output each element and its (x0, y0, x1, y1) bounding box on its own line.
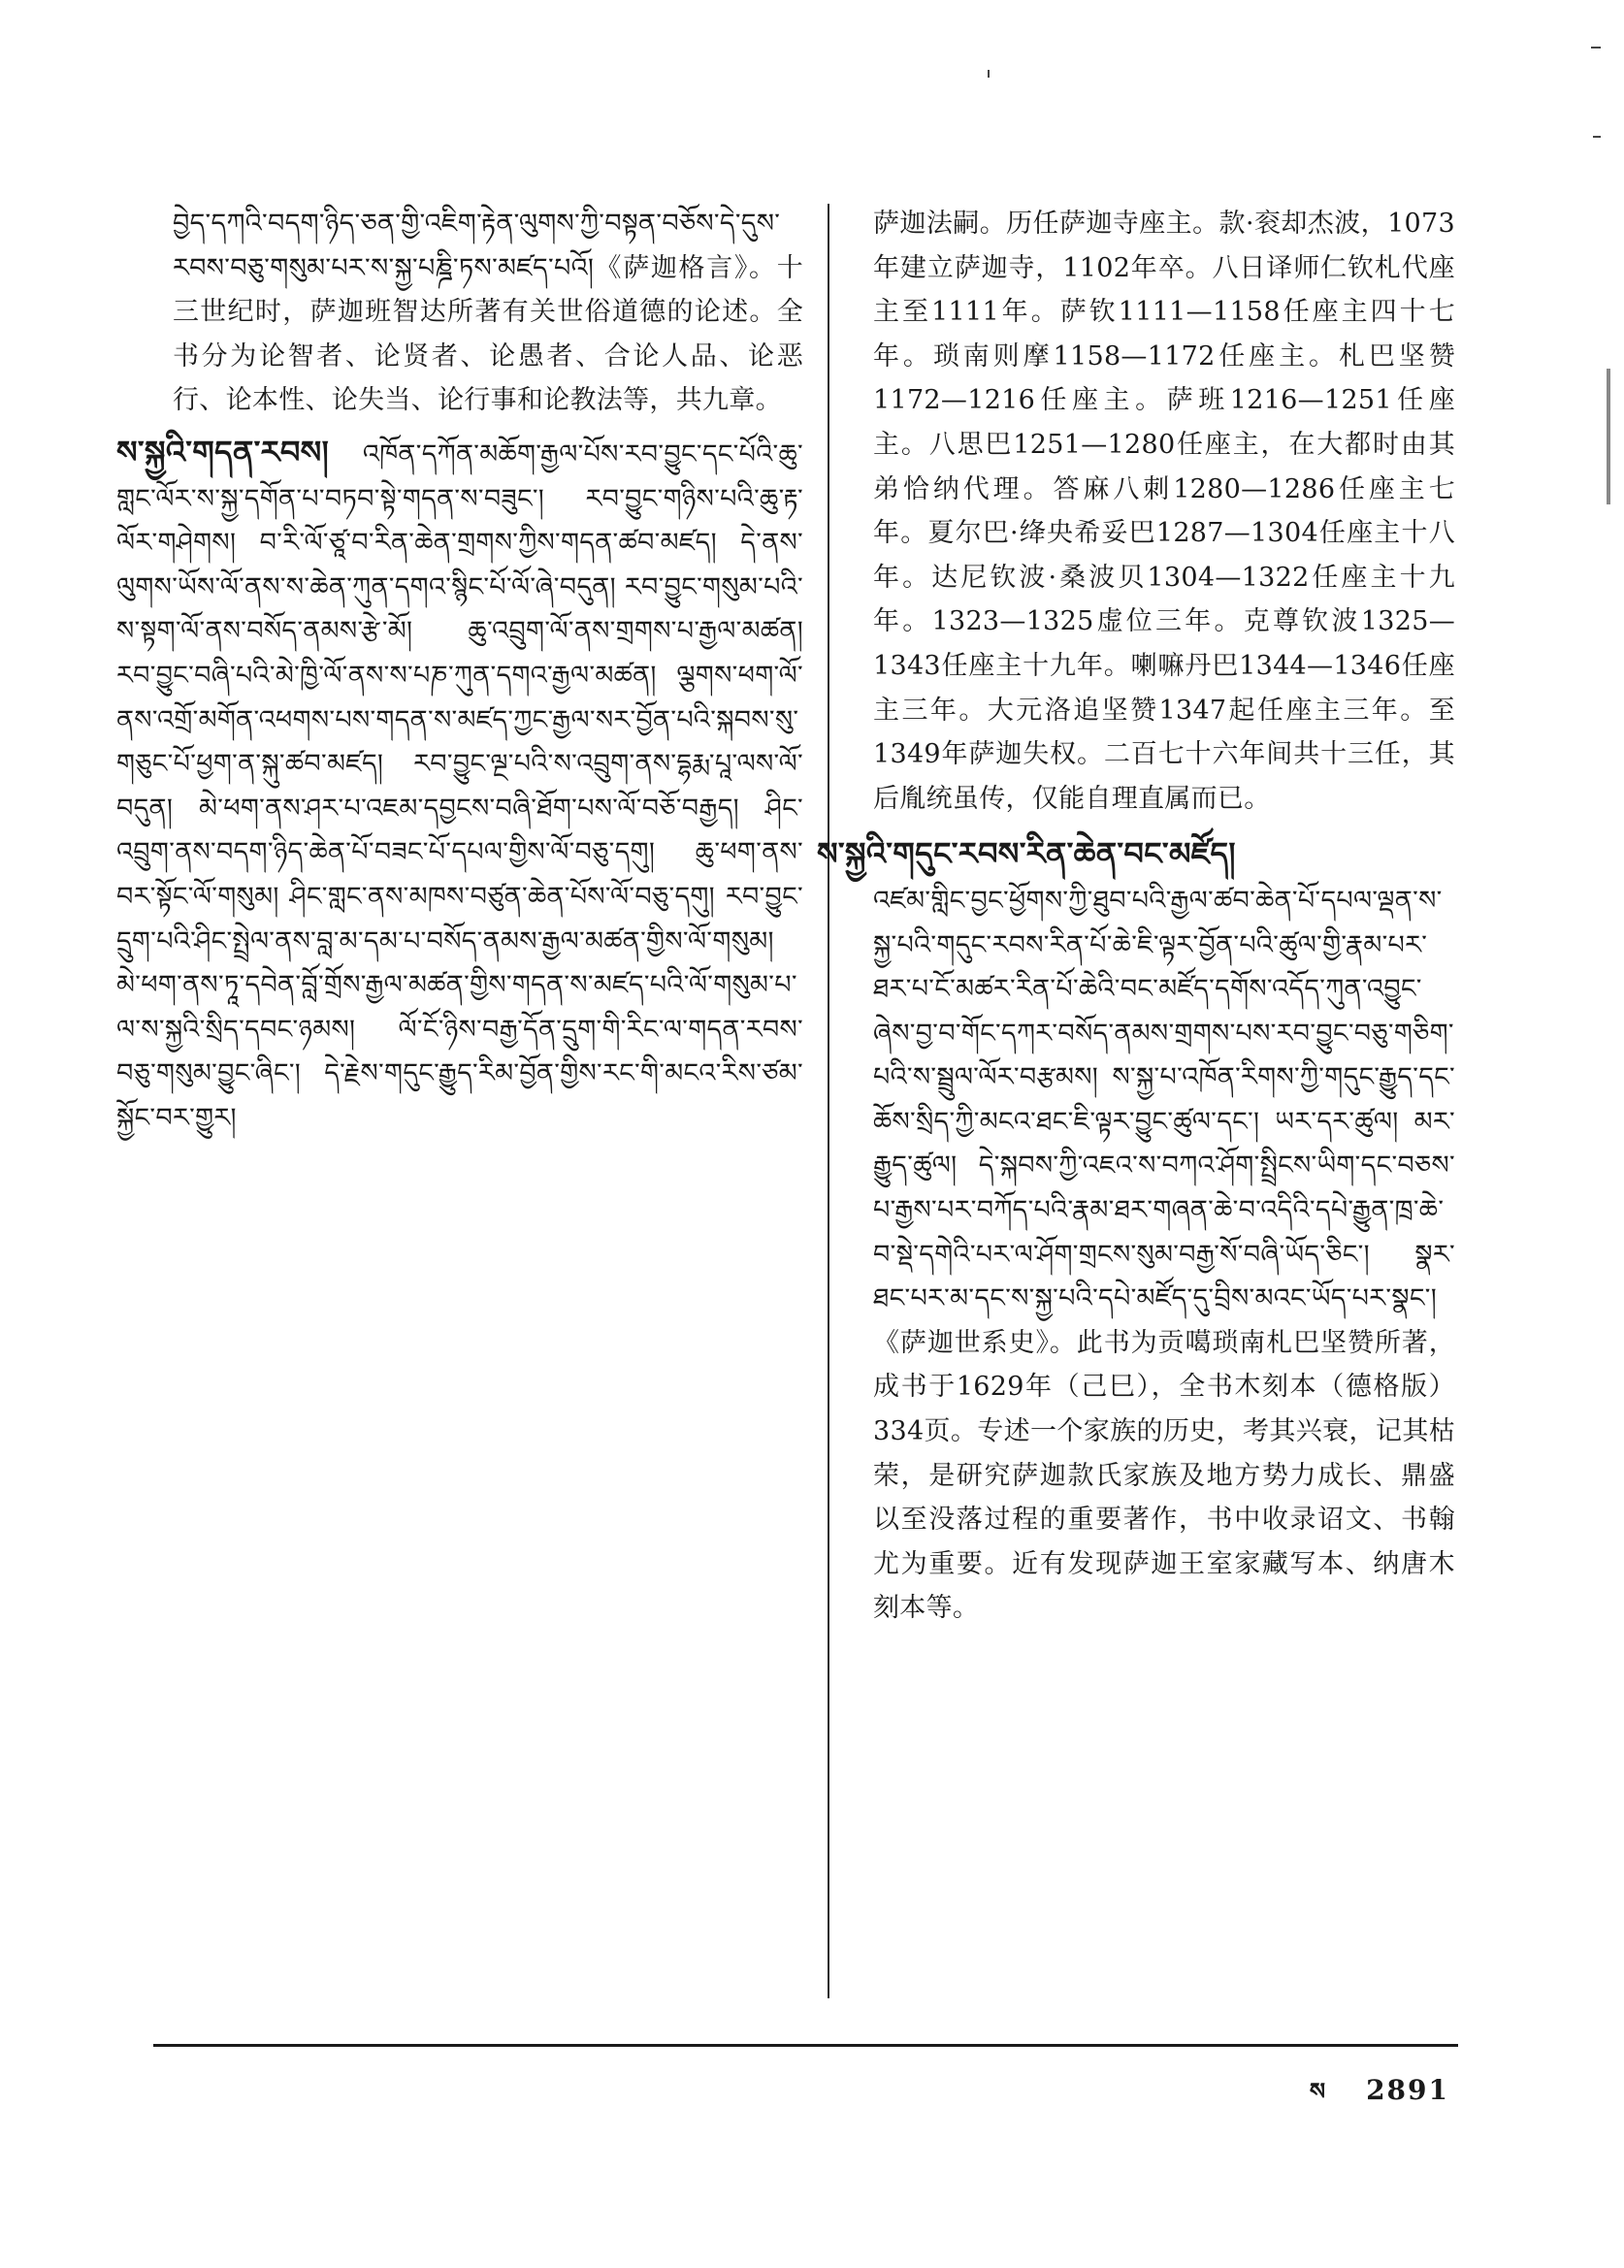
chinese-definition: 《萨迦世系史》。此书为贡噶琐南札巴坚赞所著，成书于1629年（己巳），全书木刻本（德格版）334页。专述一个家族的历史，考其兴衰，记其枯荣，是研究萨迦款氏家族及地方势力成长、鼎盛以至没落过程的重要著作，书中收录诏文、书翰尤为重要。近有发现萨迦王室家藏写本、纳唐木刻本等。 (873, 1327, 1455, 1624)
headword: ས་སྐྱའི་གདུང་རབས་རིན་ཆེན་བང་མཛོད། (817, 835, 1236, 873)
section-letter: ས (1309, 2077, 1328, 2105)
page-number: 2891 (1366, 2074, 1449, 2106)
entry-sakya-legshe-continued (173, 202, 803, 423)
headword: ས་སྐྱའི་གདན་རབས། (116, 433, 329, 470)
scan-margin-mark (1607, 369, 1610, 504)
tibetan-definition: འཁོན་དཀོན་མཆོག་རྒྱལ་པོས་རབ་བྱུང་དང་པོའི་ཆུ་གླང་ལོར་ས་སྐྱ་དགོན་པ་བཏབ་སྟེ་གདན་ས་བཟུང་། རབ་བྱུང་གཉིས་པའི་ཆུ་རྟ་ལོར་གཤེགས། བ་རི་ལོ་ཙཱ་བ་རིན་ཆེན་གྲགས་ཀྱིས་གདན་ཚབ་མཛད། དེ་ནས་ལུགས་ཡོས་ལོ་ནས་ས་ཆེན་ཀུན་དགའ་སྙིང་པོ་ལོ་ཞེ་བདུན། རབ་བྱུང་གསུམ་པའི་ས་སྟག་ལོ་ནས་བསོད་ནམས་རྩེ་མོ། ཆུ་འབྲུག་ལོ་ནས་གྲགས་པ་རྒྱལ་མཚན། རབ་བྱུང་བཞི་པའི་མེ་ཁྱི་ལོ་ནས་ས་པཎ་ཀུན་དགའ་རྒྱལ་མཚན། ལྕགས་ཕག་ལོ་ནས་འགྲོ་མགོན་འཕགས་པས་གདན་ས་མཛད་ཀྱང་རྒྱལ་སར་བྱོན་པའི་སྐབས་སུ་གཅུང་པོ་ཕྱག་ན་སྐུ་ཚབ་མཛད། རབ་བྱུང་ལྔ་པའི་ས་འབྲུག་ནས་དྷརྨ་པཱ་ལས་ལོ་བདུན། མེ་ཕག་ནས་ཤར་པ་འཇམ་དབྱངས་བཞི་ཐོག་པས་ལོ་བཅོ་བརྒྱད། ཤིང་འབྲུག་ནས་བདག་ཉིད་ཆེན་པོ་བཟང་པོ་དཔལ་གྱིས་ལོ་བཅུ་དགུ། ཆུ་ཕག་ནས་བར་སྟོང་ལོ་གསུམ། ཤིང་གླང་ནས་མཁས་བཙུན་ཆེན་པོས་ལོ་བཅུ་དགུ། རབ་བྱུང་དྲུག་པའི་ཤིང་སྤྲེལ་ནས་བླ་མ་དམ་པ་བསོད་ནམས་རྒྱལ་མཚན་གྱིས་ལོ་གསུམ། མེ་ཕག་ནས་ཏཱ་དབེན་བློ་གྲོས་རྒྱལ་མཚན་གྱིས་གདན་ས་མཛད་པའི་ལོ་གསུམ་པ་ལ་ས་སྐྱའི་སྲིད་དབང་ཉམས། ལོ་ངོ་ཉིས་བརྒྱ་དོན་དྲུག་གི་རིང་ལ་གདན་རབས་བཅུ་གསུམ་བྱུང་ཞིང་། དེ་རྗེས་གདུང་རྒྱུད་རིམ་བྱོན་གྱིས་རང་གི་མངའ་རིས་ཙམ་སྐྱོང་བར་གྱུར། (116, 438, 803, 1133)
entry-body (873, 879, 1455, 1321)
scan-speck (988, 70, 990, 78)
page-footer (1310, 2066, 1449, 2131)
footer-rule (153, 2044, 1458, 2047)
left-column (116, 202, 803, 1140)
entry-sakya-dungrab (817, 832, 1455, 1631)
entry-sakya-dansrab (116, 431, 803, 1141)
tibetan-definition: བྱེད་དཀའི་བདག་ཉིད་ཅན་གྱི་འཇིག་རྟེན་ལུགས་ཀྱི་བསྟན་བཅོས་དེ་དུས་རབས་བཅུ་གསུམ་པར་ས་སྐྱ་པཎྜི་ཏས་མཛད་པའོ། (173, 209, 781, 283)
chinese-definition: 萨迦法嗣。历任萨迦寺座主。款·衮却杰波，1073年建立萨迦寺，1102年卒。八日译师仁钦札代座主至1111年。萨钦1111—1158任座主四十七年。琐南则摩1158—1172任座主。札巴坚赞1172—1216任座主。萨班1216—1251任座主。八思巴1251—1280任座主，在大都时由其弟恰纳代理。答麻八刺1280—1286任座主七年。夏尔巴·绛央希妥巴1287—1304任座主十八年。达尼钦波·桑波贝1304—1322任座主十九年。1323—1325虚位三年。克尊钦波1325—1343任座主十九年。喇嘛丹巴1344—1346任座主三年。大元洛追坚赞1347起任座主三年。至1349年萨迦失权。二百七十六年间共十三任，其后胤统虽传，仅能自理直属而已。 (873, 209, 1455, 814)
scan-speck (1593, 136, 1601, 138)
scan-speck (1591, 47, 1601, 49)
column-divider (828, 204, 829, 1998)
entry-body (116, 431, 803, 1141)
headword-line (817, 832, 1455, 879)
right-column (817, 202, 1455, 1631)
chinese-definition: 《萨迦格言》。十三世纪时，萨迦班智达所著有关世俗道德的论述。全书分为论智者、论贤者、论愚者、合论人品、论恶行、论本性、论失当、论行事和论教法等，共九章。 (173, 252, 803, 416)
tibetan-definition: འཛམ་གླིང་བྱང་ཕྱོགས་ཀྱི་ཐུབ་པའི་རྒྱལ་ཚབ་ཆེན་པོ་དཔལ་ལྡན་ས་སྐྱ་པའི་གདུང་རབས་རིན་པོ་ཆེ་ཇི་ལྟར་བྱོན་པའི་ཚུལ་གྱི་རྣམ་པར་ཐར་པ་ངོ་མཚར་རིན་པོ་ཆེའི་བང་མཛོད་དགོས་འདོད་ཀུན་འབྱུང་ཞེས་བྱ་བ་གོང་དཀར་བསོད་ནམས་གྲགས་པས་རབ་བྱུང་བཅུ་གཅིག་པའི་ས་སྦྲུལ་ལོར་བརྩམས། ས་སྐྱ་པ་འཁོན་རིགས་ཀྱི་གདུང་རྒྱུད་དང་ཆོས་སྲིད་ཀྱི་མངའ་ཐང་ཇི་ལྟར་བྱུང་ཚུལ་དང་། ཡར་དར་ཚུལ། མར་རྒྱུད་ཚུལ། དེ་སྐབས་ཀྱི་འཇའ་ས་བཀའ་ཤོག་སྤྲིངས་ཡིག་དང་བཅས་པ་རྒྱས་པར་བཀོད་པའི་རྣམ་ཐར་གཞན་ཆེ་བ་འདིའི་དཔེ་རྒྱུན་ཁྲ་ཆེ་བ་སྡེ་དགེའི་པར་ལ་ཤོག་གྲངས་སུམ་བརྒྱ་སོ་བཞི་ཡོད་ཅིང་། སྣར་ཐང་པར་མ་དང་ས་སྐྱ་པའི་དཔེ་མཛོད་དུ་བྲིས་མའང་ཡོད་པར་སྣང་། (873, 885, 1455, 1314)
entry-body (173, 202, 803, 423)
